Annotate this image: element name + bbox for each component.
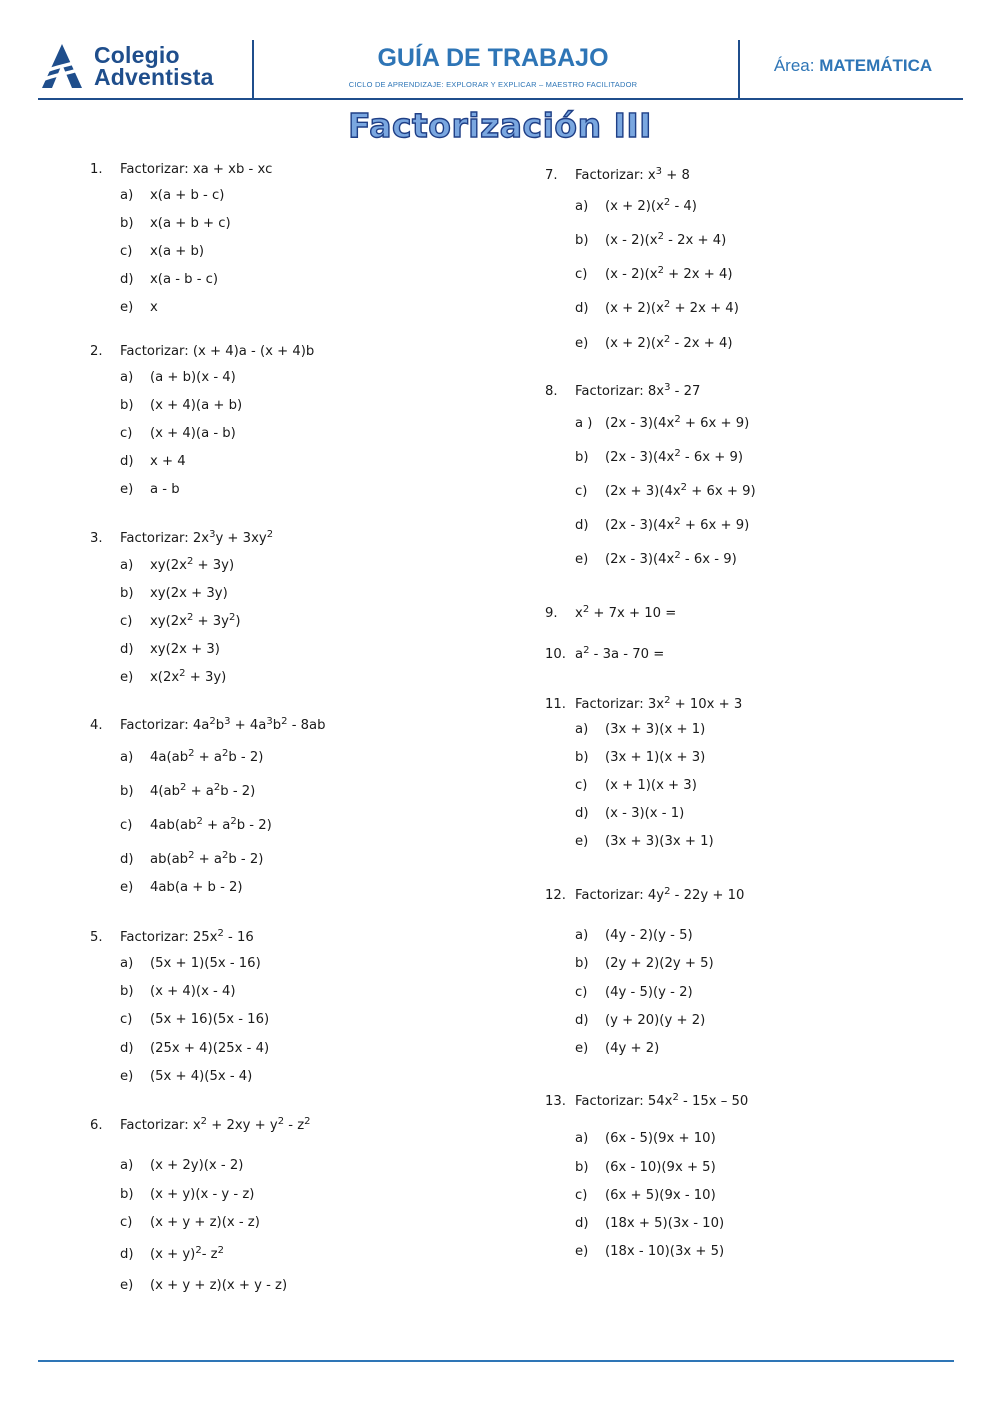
option-text: $4a(ab^2 + a^2b - 2)$ — [150, 748, 264, 765]
question-prompt: $a^2 - 3a - 70$ = — [575, 645, 665, 662]
option-text: (6x - 5)(9x + 10) — [605, 1131, 716, 1146]
answer-option-11-a[interactable] — [575, 721, 705, 739]
question-number: 4. — [90, 718, 103, 733]
question-number: 5. — [90, 930, 103, 945]
question-prompt: Factorizar: $3x^2 + 10x + 3$ — [575, 695, 743, 712]
answer-option-3-b[interactable] — [120, 585, 228, 603]
option-text: (x + 4)(a + b) — [150, 398, 243, 413]
option-text: (4y - 2)(y - 5) — [605, 928, 693, 943]
answer-option-7-c[interactable] — [575, 266, 733, 284]
answer-option-8-c[interactable] — [575, 483, 756, 501]
question-number: 2. — [90, 344, 103, 359]
option-letter: d) — [120, 642, 134, 657]
option-text: x — [150, 300, 158, 315]
option-text: (x + y)(x - y - z) — [150, 1187, 255, 1202]
school-logo — [38, 42, 253, 92]
adventist-logo-icon — [38, 42, 86, 90]
option-letter: d) — [575, 1216, 589, 1231]
answer-option-1-e[interactable] — [120, 299, 158, 317]
option-text: (18x - 10)(3x + 5) — [605, 1244, 725, 1259]
answer-option-5-d[interactable] — [120, 1040, 269, 1058]
answer-option-3-d[interactable] — [120, 641, 220, 659]
question-prompt: Factorizar: (x + 4)a - (x + 4)b — [120, 344, 315, 359]
option-text: (x - 3)(x - 1) — [605, 806, 685, 821]
answer-option-12-a[interactable] — [575, 927, 693, 945]
answer-option-5-c[interactable] — [120, 1011, 269, 1029]
worksheet-title: Factorización III — [348, 106, 652, 145]
option-text: a - b — [150, 482, 180, 497]
answer-option-7-d[interactable] — [575, 300, 739, 318]
option-letter: d) — [120, 852, 134, 867]
answer-option-1-c[interactable] — [120, 243, 204, 261]
option-text: $(x + y)^2-$ $z^2$ — [150, 1245, 224, 1262]
option-text: x(a - b - c) — [150, 272, 219, 287]
answer-option-12-e[interactable] — [575, 1040, 659, 1058]
option-text: (25x + 4)(25x - 4) — [150, 1041, 270, 1056]
option-letter: e) — [575, 834, 589, 849]
answer-option-1-a[interactable] — [120, 187, 224, 205]
option-text: (6x + 5)(9x - 10) — [605, 1188, 716, 1203]
option-text: $4(ab^2 + a^2b - 2)$ — [150, 782, 256, 799]
answer-option-4-e[interactable] — [120, 879, 243, 897]
option-text: (3x + 3)(x + 1) — [605, 722, 706, 737]
option-text: x(a + b + c) — [150, 216, 231, 231]
option-letter: c) — [120, 1012, 133, 1027]
question-number: 8. — [545, 384, 558, 399]
option-letter: e) — [120, 1069, 134, 1084]
answer-option-4-d[interactable] — [120, 851, 263, 869]
option-letter: a) — [575, 199, 589, 214]
option-text: (4y + 2) — [605, 1041, 660, 1056]
option-letter: e) — [575, 1041, 589, 1056]
answer-option-8-d[interactable] — [575, 517, 749, 535]
question-number: 10. — [545, 647, 566, 662]
option-text: (5x + 4)(5x - 4) — [150, 1069, 253, 1084]
option-text: xy(2x + 3) — [150, 642, 220, 657]
option-text: 4ab(a + b - 2) — [150, 880, 243, 895]
question-number: 12. — [545, 888, 566, 903]
option-letter: c) — [575, 1188, 588, 1203]
option-letter: c) — [575, 484, 588, 499]
option-letter: e) — [120, 482, 134, 497]
answer-option-13-a[interactable] — [575, 1130, 716, 1148]
option-letter: d) — [575, 301, 589, 316]
option-text: x(a + b) — [150, 244, 204, 259]
header-rule — [38, 98, 963, 100]
answer-option-4-b[interactable] — [120, 783, 255, 801]
question-prompt: Factorizar: $x^2 + 2xy + y^2 - z^2$ — [120, 1116, 311, 1133]
option-text: xy(2x + 3y) — [150, 586, 228, 601]
logo-text — [94, 44, 214, 88]
option-text: (18x + 5)(3x - 10) — [605, 1216, 725, 1231]
question-prompt: Factorizar: $25x^2 - 16$ — [120, 928, 254, 945]
answer-option-8-a[interactable] — [575, 415, 749, 433]
option-letter: c) — [120, 1215, 133, 1230]
option-letter: a) — [575, 722, 589, 737]
option-letter: a) — [120, 188, 134, 203]
option-letter: e) — [120, 1278, 134, 1293]
option-letter: b) — [575, 750, 589, 765]
option-letter: e) — [120, 300, 134, 315]
option-text: $ab(ab^2 + a^2b - 2)$ — [150, 850, 264, 867]
option-text: (2y + 2)(2y + 5) — [605, 956, 714, 971]
option-letter: a) — [120, 1158, 134, 1173]
option-letter: a) — [120, 956, 134, 971]
answer-option-2-b[interactable] — [120, 397, 242, 415]
answer-option-11-b[interactable] — [575, 749, 705, 767]
option-letter: c) — [120, 614, 133, 629]
option-letter: d) — [120, 1041, 134, 1056]
answer-option-5-e[interactable] — [120, 1068, 252, 1086]
option-letter: b) — [575, 1160, 589, 1175]
option-letter: e) — [120, 880, 134, 895]
option-letter: d) — [575, 806, 589, 821]
answer-option-12-d[interactable] — [575, 1012, 705, 1030]
option-text: (3x + 3)(3x + 1) — [605, 834, 714, 849]
option-letter: a ) — [575, 416, 593, 431]
answer-option-6-a[interactable] — [120, 1157, 243, 1175]
option-text: (3x + 1)(x + 3) — [605, 750, 706, 765]
option-text: $x(2x^2 + 3y)$ — [150, 668, 227, 685]
option-text: (x + 1)(x + 3) — [605, 778, 697, 793]
option-letter: d) — [120, 272, 134, 287]
option-letter: b) — [120, 1187, 134, 1202]
option-letter: c) — [575, 985, 588, 1000]
option-letter: a) — [120, 558, 134, 573]
option-text: x(a + b - c) — [150, 188, 225, 203]
answer-option-6-e[interactable] — [120, 1277, 287, 1295]
answer-option-13-e[interactable] — [575, 1243, 724, 1261]
answer-option-2-e[interactable] — [120, 481, 180, 499]
option-letter: b) — [120, 984, 134, 999]
option-text: (6x - 10)(9x + 5) — [605, 1160, 716, 1175]
page-header — [38, 38, 963, 100]
answer-option-6-b[interactable] — [120, 1186, 254, 1204]
answer-option-4-a[interactable] — [120, 749, 263, 767]
question-number: 3. — [90, 531, 103, 546]
guide-title: GUÍA DE TRABAJO — [377, 44, 609, 72]
option-letter: c) — [575, 267, 588, 282]
option-text: $xy(2x^2 + 3y)$ — [150, 556, 235, 573]
option-letter: b) — [120, 398, 134, 413]
answer-option-3-a[interactable] — [120, 557, 234, 575]
header-divider-right — [738, 40, 740, 98]
option-letter: c) — [120, 818, 133, 833]
option-letter: d) — [120, 1247, 134, 1262]
option-text: (y + 20)(y + 2) — [605, 1013, 706, 1028]
question-number: 13. — [545, 1094, 566, 1109]
option-text: (5x + 1)(5x - 16) — [150, 956, 261, 971]
option-text: (x + y + z)(x - z) — [150, 1215, 260, 1230]
option-text: $(x + 2)(x^2 + 2x + 4)$ — [605, 299, 739, 316]
question-prompt: Factorizar: $4y^2 - 22y + 10$ — [575, 886, 745, 903]
question-prompt: Factorizar: $4a^2b^3 + 4a^3b^2 - 8ab$ — [120, 716, 326, 733]
option-letter: b) — [575, 956, 589, 971]
option-letter: b) — [575, 233, 589, 248]
option-text: $xy(2x^2 + 3y^2)$ — [150, 612, 241, 629]
option-text: $(x - 2)(x^2 - 2x + 4)$ — [605, 231, 727, 248]
header-divider-left — [252, 40, 254, 98]
answer-option-3-e[interactable] — [120, 669, 226, 687]
option-text: (4y - 5)(y - 2) — [605, 985, 693, 1000]
option-letter: e) — [120, 670, 134, 685]
answer-option-5-a[interactable] — [120, 955, 261, 973]
subject-area — [743, 56, 963, 76]
option-letter: c) — [120, 426, 133, 441]
answer-option-2-d[interactable] — [120, 453, 186, 471]
option-letter: c) — [120, 244, 133, 259]
option-text: $(2x + 3)(4x^2 + 6x + 9)$ — [605, 482, 756, 499]
option-letter: a) — [120, 750, 134, 765]
option-text: (a + b)(x - 4) — [150, 370, 236, 385]
footer-rule — [38, 1360, 954, 1362]
answer-option-1-d[interactable] — [120, 271, 218, 289]
answer-option-13-c[interactable] — [575, 1187, 716, 1205]
question-prompt: $x^2 + 7x + 10$ = — [575, 604, 677, 621]
answer-option-4-c[interactable] — [120, 817, 272, 835]
answer-option-6-c[interactable] — [120, 1214, 260, 1232]
answer-option-2-a[interactable] — [120, 369, 236, 387]
option-text: $(2x - 3)(4x^2 + 6x + 9)$ — [605, 516, 750, 533]
option-letter: b) — [120, 216, 134, 231]
question-prompt: Factorizar: $54x^2 - 15x - 50$ — [575, 1092, 749, 1109]
option-letter: a) — [575, 1131, 589, 1146]
answer-option-11-c[interactable] — [575, 777, 697, 795]
option-letter: b) — [575, 450, 589, 465]
option-letter: d) — [120, 454, 134, 469]
question-number: 9. — [545, 606, 558, 621]
area-label: Área: — [773, 56, 815, 75]
question-prompt: Factorizar: $x^3 + 8$ — [575, 166, 690, 183]
answer-option-8-e[interactable] — [575, 551, 737, 569]
option-letter: c) — [575, 778, 588, 793]
option-letter: b) — [120, 586, 134, 601]
answer-option-7-a[interactable] — [575, 198, 697, 216]
option-text: (x + 4)(x - 4) — [150, 984, 236, 999]
option-text: x + 4 — [150, 454, 186, 469]
answer-option-7-b[interactable] — [575, 232, 726, 250]
option-letter: e) — [575, 552, 589, 567]
answer-option-13-b[interactable] — [575, 1159, 716, 1177]
answer-option-1-b[interactable] — [120, 215, 231, 233]
answer-option-13-d[interactable] — [575, 1215, 724, 1233]
question-prompt: Factorizar: $2x^3y + 3xy^2$ — [120, 529, 274, 546]
question-number: 1. — [90, 162, 103, 177]
question-number: 11. — [545, 697, 566, 712]
option-letter: e) — [575, 336, 589, 351]
area-value: MATEMÁTICA — [819, 56, 933, 75]
option-letter: a) — [120, 370, 134, 385]
option-text: (x + 4)(a - b) — [150, 426, 236, 441]
option-letter: d) — [575, 1013, 589, 1028]
answer-option-5-b[interactable] — [120, 983, 236, 1001]
answer-option-11-e[interactable] — [575, 833, 714, 851]
question-prompt: Factorizar: $8x^3 - 27$ — [575, 382, 701, 399]
answer-option-12-b[interactable] — [575, 955, 714, 973]
option-text: $(x + 2)(x^2 - 4)$ — [605, 197, 697, 214]
answer-option-12-c[interactable] — [575, 984, 693, 1002]
option-text: (5x + 16)(5x - 16) — [150, 1012, 270, 1027]
question-number: 6. — [90, 1118, 103, 1133]
option-text: (x + y + z)(x + y - z) — [150, 1278, 288, 1293]
option-text: $(2x - 3)(4x^2 - 6x + 9)$ — [605, 448, 744, 465]
answer-option-7-e[interactable] — [575, 335, 733, 353]
option-text: $(x - 2)(x^2 + 2x + 4)$ — [605, 265, 733, 282]
option-text: $(x + 2)(x^2 - 2x + 4)$ — [605, 334, 733, 351]
option-letter: d) — [575, 518, 589, 533]
answer-option-6-d[interactable] — [120, 1246, 224, 1264]
answer-option-11-d[interactable] — [575, 805, 684, 823]
answer-option-8-b[interactable] — [575, 449, 743, 467]
answer-option-3-c[interactable] — [120, 613, 241, 631]
logo-line-1: Colegio — [94, 42, 180, 68]
option-text: $4ab(ab^2 + a^2b - 2)$ — [150, 816, 272, 833]
option-text: (x + 2y)(x - 2) — [150, 1158, 244, 1173]
logo-line-2: Adventista — [94, 64, 214, 90]
answer-option-2-c[interactable] — [120, 425, 236, 443]
option-letter: e) — [575, 1244, 589, 1259]
question-prompt: Factorizar: xa + xb - xc — [120, 162, 273, 177]
option-text: $(2x - 3)(4x^2 + 6x + 9)$ — [605, 414, 750, 431]
question-number: 7. — [545, 168, 558, 183]
option-text: $(2x - 3)(4x^2 - 6x - 9)$ — [605, 550, 737, 567]
guide-subtitle: CICLO DE APRENDIZAJE: EXPLORAR Y EXPLICAR – MAESTRO FACILITADOR — [348, 80, 638, 89]
option-letter: b) — [120, 784, 134, 799]
option-letter: a) — [575, 928, 589, 943]
